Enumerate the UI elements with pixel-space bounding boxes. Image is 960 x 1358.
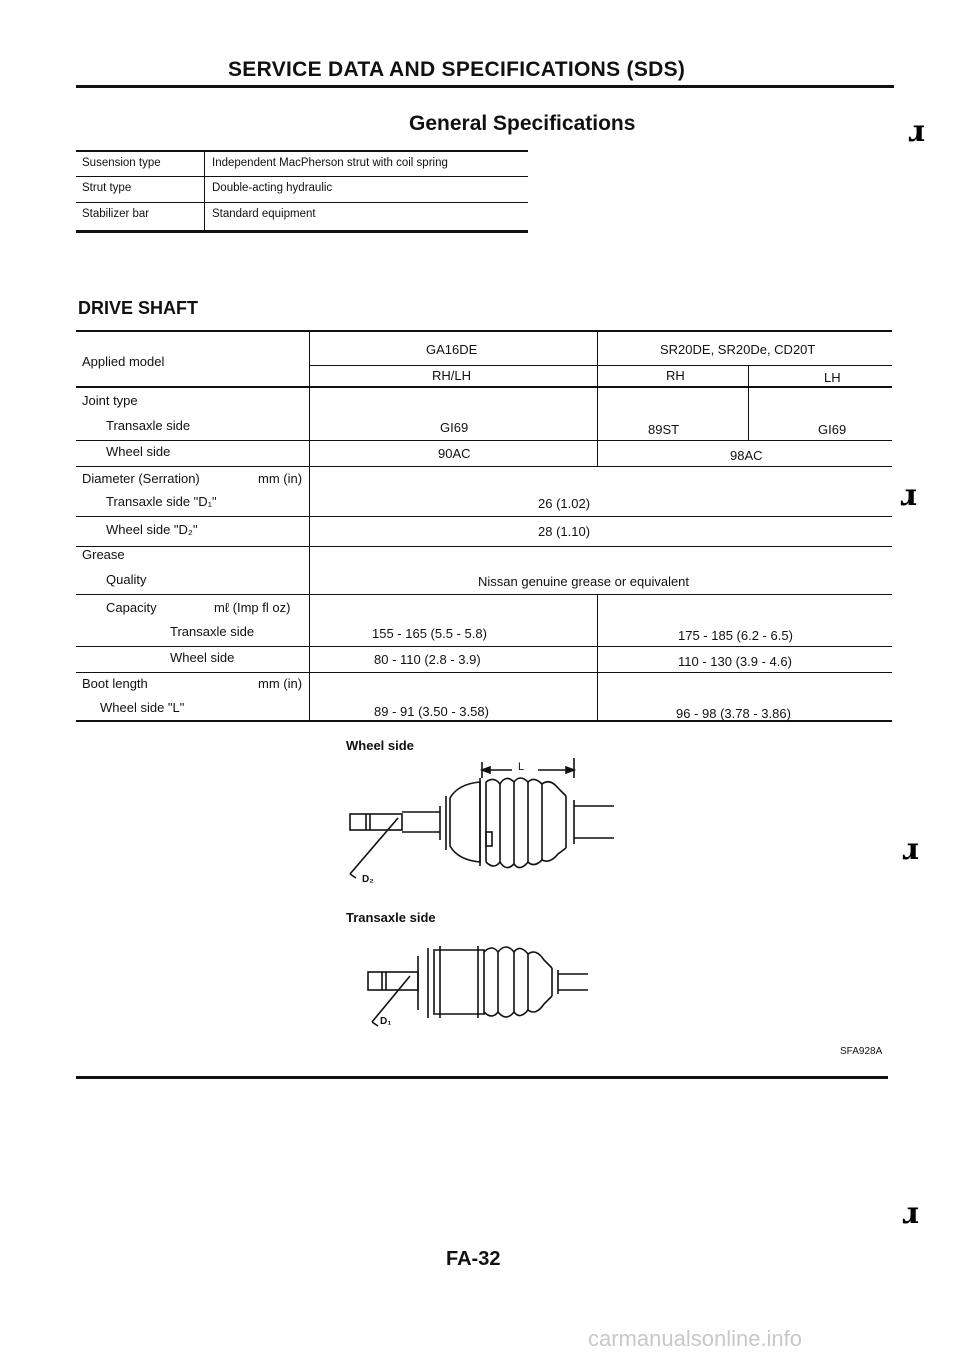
d2-mark-label: D₂ <box>362 874 374 885</box>
boot-length-label: Boot length <box>82 676 148 691</box>
footer-rule <box>76 1076 888 1079</box>
drive-shaft-title: DRIVE SHAFT <box>78 298 199 318</box>
page-number: FA-32 <box>446 1248 501 1270</box>
side-rhlh: RH/LH <box>432 368 472 383</box>
d1-label: Transaxle side "D₁" <box>106 494 217 509</box>
transaxle-side-caption: Transaxle side <box>346 910 436 925</box>
section-title: General Specifications <box>409 112 636 135</box>
joint-ta-lh: GI69 <box>818 422 847 437</box>
drive-shaft-table <box>76 330 892 722</box>
l-dimension-label: L <box>518 761 525 773</box>
joint-wh-sr: 98AC <box>730 448 763 463</box>
spec-label: Stabilizer bar <box>82 208 150 220</box>
cap-wheel-label: Wheel side <box>170 650 235 665</box>
general-spec-table <box>76 150 528 234</box>
wheel-side-shaft-illustration <box>330 756 630 886</box>
margin-mark-icon: ɹ <box>902 832 920 867</box>
diameter-label: Diameter (Serration) <box>82 471 200 486</box>
watermark: carmanualsonline.info <box>588 1326 803 1351</box>
model-ga16de: GA16DE <box>426 342 478 357</box>
d2-label: Wheel side "D₂" <box>106 522 198 537</box>
figure-code: SFA928A <box>840 1046 883 1057</box>
side-rh: RH <box>666 368 685 383</box>
joint-ta-ga: GI69 <box>440 420 469 435</box>
cap-transaxle-label: Transaxle side <box>170 624 255 639</box>
margin-mark-icon: ɹ <box>900 478 918 513</box>
applied-model-label: Applied model <box>82 354 165 369</box>
joint-type-label: Joint type <box>82 393 138 408</box>
boot-unit: mm (in) <box>258 676 303 691</box>
joint-transaxle-label: Transaxle side <box>106 418 191 433</box>
quality-value: Nissan genuine grease or equivalent <box>478 574 690 589</box>
cap-ta-ga: 155 - 165 (5.5 - 5.8) <box>372 626 487 641</box>
capacity-unit: mℓ (Imp fl oz) <box>214 600 291 615</box>
joint-wheel-label: Wheel side <box>106 444 171 459</box>
model-sr20de: SR20DE, SR20De, CD20T <box>660 342 816 357</box>
wheel-side-caption: Wheel side <box>346 738 414 753</box>
diameter-unit: mm (in) <box>258 471 303 486</box>
cap-wh-sr: 110 - 130 (3.9 - 4.6) <box>678 654 792 669</box>
cap-ta-sr: 175 - 185 (6.2 - 6.5) <box>678 628 793 643</box>
header-rule <box>76 85 894 88</box>
joint-wh-ga: 90AC <box>438 446 471 461</box>
page-header-title: SERVICE DATA AND SPECIFICATIONS (SDS) <box>228 58 686 81</box>
spec-value: Standard equipment <box>212 208 316 220</box>
quality-label: Quality <box>106 572 147 587</box>
spec-value: Double-acting hydraulic <box>212 182 333 194</box>
boot-ga: 89 - 91 (3.50 - 3.58) <box>374 704 489 719</box>
spec-label: Strut type <box>82 182 132 194</box>
d1-value: 26 (1.02) <box>538 496 591 511</box>
grease-label: Grease <box>82 547 125 562</box>
margin-mark-icon: ɹ <box>908 114 926 149</box>
joint-ta-rh: 89ST <box>648 422 680 437</box>
margin-mark-icon: ɹ <box>902 1196 920 1231</box>
boot-wheel-label: Wheel side "L" <box>100 700 185 715</box>
capacity-label: Capacity <box>106 600 157 615</box>
spec-label: Susension type <box>82 157 161 169</box>
side-lh: LH <box>824 370 841 385</box>
spec-value: Independent MacPherson strut with coil spring <box>212 157 448 169</box>
boot-sr: 96 - 98 (3.78 - 3.86) <box>676 706 791 721</box>
d1-mark-label: D₁ <box>380 1016 392 1027</box>
cap-wh-ga: 80 - 110 (2.8 - 3.9) <box>374 652 481 667</box>
d2-value: 28 (1.10) <box>538 524 591 539</box>
